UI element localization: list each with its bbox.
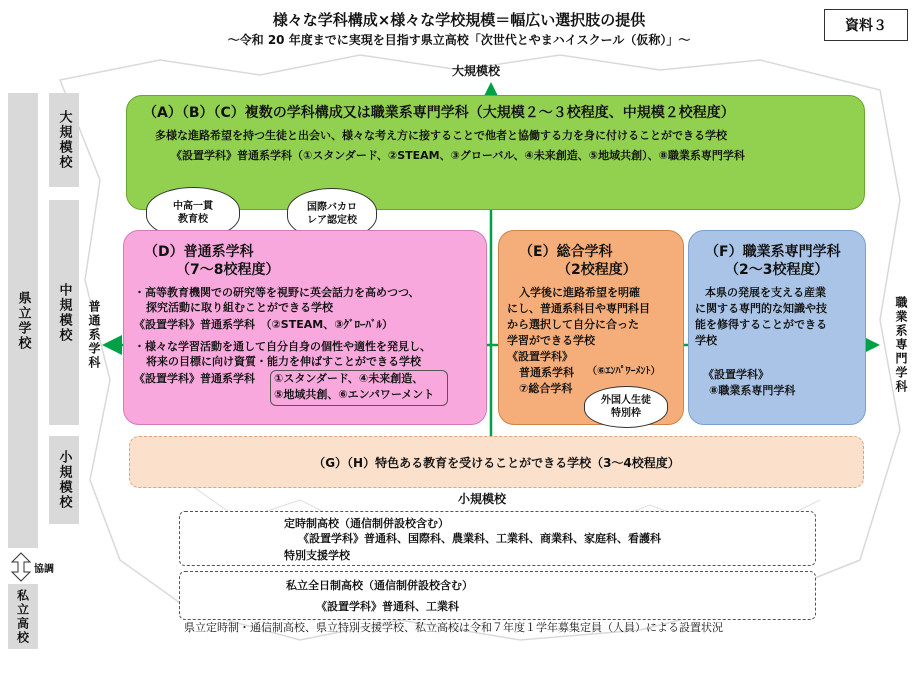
box-abc	[126, 95, 865, 210]
box-f-subject1: ⑧職業系専門学科	[709, 384, 796, 397]
box-d-item1-line2: 探究活動に取り組むことができる学校	[146, 301, 333, 314]
axis-label-general: 普通系学科	[87, 300, 101, 370]
sidebar-small	[49, 436, 79, 524]
cloud-junior-high-line2: 教育校	[178, 214, 208, 225]
box-e-subject1-paren: （⑥ｴﾝﾊﾟﾜｰﾒﾝﾄ）	[587, 366, 661, 377]
cloud-foreign-students	[584, 386, 668, 428]
sidebar-large-label: 大規模校	[56, 110, 72, 170]
box-gh	[129, 436, 864, 488]
box-e-line1: 入学後に進路希望を明確	[519, 286, 640, 299]
box-e-line2: にし、普通系科目や専門科目	[507, 302, 650, 315]
box-part-time	[179, 511, 816, 566]
sidebar-private	[8, 584, 38, 649]
sidebar-medium-label: 中規模校	[56, 282, 72, 343]
box-d	[123, 230, 487, 425]
sidebar-medium	[49, 200, 79, 425]
private-subjects: 《設置学科》普通科、工業科	[316, 600, 459, 613]
sidebar-large	[49, 93, 79, 187]
cloud-foreign-line1: 外国人生徒	[601, 395, 651, 406]
box-f-subjects-label: 《設置学科》	[703, 368, 769, 381]
box-f-count: （2～3校程度）	[725, 262, 829, 278]
box-gh-text: （G）（H）特色ある教育を受けることができる学校（3～4校程度）	[313, 455, 680, 470]
box-e-line4: 学習ができる学校	[507, 334, 595, 347]
box-abc-subjects: 《設置学科》普通系学科（①スタンダード、②STEAM、③グローバル、④未来創造、⑤地域共創）、⑧職業系専門学科	[171, 149, 745, 162]
reference-badge: 資料３	[824, 9, 908, 41]
sidebar-prefectural	[8, 93, 38, 548]
box-e-subject2: ⑦総合学科	[519, 382, 573, 395]
box-e-subjects-label: 《設置学科》	[507, 350, 573, 363]
cloud-ib-line1: 国際バカロ	[307, 202, 357, 213]
special-support-label: 特別支援学校	[284, 549, 350, 562]
box-f-line1: 本県の発展を支える産業	[705, 286, 826, 299]
cooperation-arrow-icon	[10, 552, 32, 582]
page-title: 様々な学科構成×様々な学校規模＝幅広い選択肢の提供	[272, 11, 646, 29]
cloud-foreign-line2: 特別枠	[611, 408, 641, 419]
part-time-subjects: 《設置学科》普通科、国際科、農業科、工業科、商業科、家庭科、看護科	[298, 532, 661, 545]
sidebar-private-label: 私立高校	[15, 588, 30, 645]
box-e-subject1: 普通系学科	[519, 366, 574, 379]
box-e-line3: から選択して自分に合った	[507, 318, 639, 331]
private-title: 私立全日制高校（通信制併設校含む）	[286, 579, 473, 592]
box-f-line2: に関する専門的な知識や技	[695, 302, 827, 315]
box-e-title: （E）総合学科	[519, 244, 613, 260]
box-e-count: （2校程度）	[557, 262, 637, 278]
box-f-title: （F）職業系専門学科	[705, 244, 841, 260]
box-abc-title: （A）（B）（C）複数の学科構成又は職業系専門学科（大規模２～３校程度、中規模２校程度）	[143, 105, 735, 121]
box-d-item1-line1: ・高等教育機関での研究等を視野に英会話力を高めつつ、	[134, 286, 420, 299]
axis-label-large: 大規模校	[452, 64, 501, 78]
box-d-item1-subjects: 《設置学科》普通系学科 （②STEAM、③ｸﾞﾛｰﾊﾞﾙ）	[134, 318, 394, 331]
box-f-line3: 能を修得することができる	[695, 318, 827, 331]
page-subtitle: ～令和 20 年度までに実現を目指す県立高校「次世代とやまハイスクール（仮称）」～	[227, 33, 691, 47]
box-abc-desc: 多様な進路希望を持つ生徒と出会い、様々な考え方に接することで他者と協働する力を身に付けることができる学校	[155, 129, 727, 142]
box-d-item2-line2: 将来の目標に向け資質・能力を伸ばすことができる学校	[146, 355, 421, 368]
box-d-item2-line1: ・様々な学習活動を通して自分自身の個性や適性を発見し、	[134, 340, 431, 353]
part-time-title: 定時制高校（通信制併設校含む）	[284, 517, 449, 530]
cooperation-label: 協調	[34, 564, 54, 575]
box-d-item2-subjects: 《設置学科》普通系学科	[134, 372, 255, 385]
box-d-count: （7～8校程度）	[176, 262, 280, 278]
box-f	[688, 230, 866, 425]
axis-label-small: 小規模校	[458, 492, 507, 506]
box-d-courses-line2: ⑤地域共創、⑥エンパワーメント	[274, 388, 435, 401]
sidebar-prefectural-label: 県立学校	[15, 290, 31, 351]
cloud-ib-line2: レア認定校	[307, 215, 357, 226]
box-private	[179, 571, 816, 620]
box-d-courses-line1: ①スタンダード、④未来創造、	[274, 372, 424, 385]
box-f-line4: 学校	[695, 334, 717, 347]
box-d-title: （D）普通系学科	[144, 244, 254, 260]
cloud-junior-high-line1: 中高一貫	[173, 201, 213, 212]
axis-label-vocational: 職業系専門学科	[894, 296, 908, 394]
footnote: 県立定時制・通信制高校、県立特別支援学校、私立高校は令和７年度１学年募集定員（人員）による設置状況	[184, 621, 723, 634]
sidebar-small-label: 小規模校	[56, 450, 72, 510]
